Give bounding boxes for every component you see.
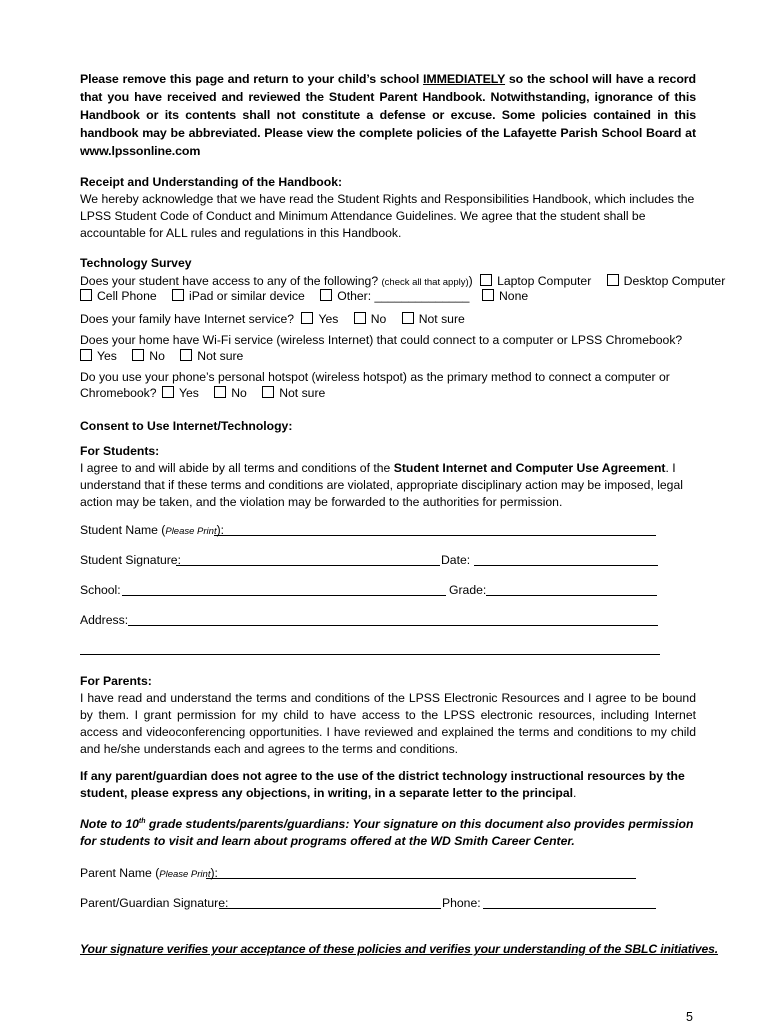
option-laptop[interactable]: Laptop Computer [480, 273, 591, 289]
school-field[interactable] [122, 595, 446, 596]
survey-q3-options [80, 348, 255, 364]
option-desktop[interactable]: Desktop Computer [607, 273, 726, 289]
survey-q3-text: Does your home have Wi-Fi service (wireless Internet) that could connect to a computer or LPSS Chromebook? [80, 333, 683, 347]
students-section: For Students: I agree to and will abide by all terms and conditions of the Student Internet and Computer Use Agreement. I understand that if these terms and conditions are violated, appropriate disciplinary action may be imposed, legal action may be taken, and the violation may be forwarded to the authorities for permission. [80, 443, 696, 511]
checkbox[interactable] [80, 289, 92, 301]
school-label: School: [80, 583, 121, 597]
survey-q4-text: Do you use your phone’s personal hotspot (wireless hotspot) as the primary method to connect a computer or [80, 370, 670, 384]
checkbox[interactable] [607, 274, 619, 286]
address-label: Address: [80, 613, 129, 627]
checkbox[interactable] [214, 386, 226, 398]
receipt-text: We hereby acknowledge that we have read the Student Rights and Responsibilities Handbook, which includes the LPSS Student Code of Conduct and Minimum Attendance Guidelines. We agree that the student shall be accountable for ALL rules and regulations in this Handbook. [80, 192, 695, 240]
receipt-section [80, 174, 696, 242]
survey-q4-text-2: Chromebook? [80, 386, 157, 400]
checkbox[interactable] [172, 289, 184, 301]
page-number: 5 [686, 1010, 693, 1024]
parents-section [80, 673, 696, 758]
option-yes[interactable]: Yes [301, 311, 338, 327]
parent-signature-label: Parent/Guardian Signature: [80, 896, 229, 910]
checkbox[interactable] [262, 386, 274, 398]
checkbox[interactable] [482, 289, 494, 301]
checkbox[interactable] [402, 312, 414, 324]
option-not-sure[interactable]: Not sure [180, 348, 243, 364]
option-none[interactable]: None [482, 288, 528, 304]
date-label: Date: [441, 553, 471, 567]
checkbox[interactable] [132, 349, 144, 361]
option-cell-phone[interactable]: Cell Phone [80, 288, 157, 304]
option-not-sure[interactable]: Not sure [262, 385, 325, 401]
option-other[interactable]: Other: ______________ [320, 288, 469, 304]
intro-text-1: Please remove this page and return to your child’s school [80, 72, 424, 86]
survey-q4-options [80, 385, 337, 401]
survey-q1-options [80, 288, 481, 304]
survey-q1-text: Does your student have access to any of the following? [80, 274, 379, 288]
agreement-title: Student Internet and Computer Use Agreement [393, 461, 666, 475]
grade-label: Grade: [449, 583, 487, 597]
survey-q1: Does your student have access to any of the following? (check all that apply)) Laptop Computer Desktop Computer [80, 274, 726, 288]
student-name-field[interactable] [214, 535, 656, 536]
survey-q2 [80, 311, 477, 327]
survey-heading: Technology Survey [80, 256, 192, 270]
signature-verification-note: Your signature verifies your acceptance of these policies and verifies your understanding of the SBLC initiatives. [80, 942, 719, 956]
checkbox[interactable] [301, 312, 313, 324]
phone-field[interactable] [483, 908, 656, 909]
intro-paragraph [80, 70, 696, 160]
option-ipad[interactable]: iPad or similar device [172, 288, 305, 304]
phone-label: Phone: [442, 896, 481, 910]
students-heading: For Students: [80, 444, 160, 458]
objection-paragraph: If any parent/guardian does not agree to the use of the district technology instructional resources by the student, please express any objections, in writing, in a separate letter to the principal. [80, 769, 685, 800]
address-field[interactable] [128, 625, 658, 626]
student-name-label: Student Name (Please Print): [80, 523, 225, 537]
checkbox[interactable] [320, 289, 332, 301]
student-signature-field[interactable] [176, 565, 440, 566]
option-yes[interactable]: Yes [80, 348, 117, 364]
parent-signature-field[interactable] [219, 908, 441, 909]
address-field-line-2[interactable] [80, 654, 660, 655]
checkbox[interactable] [162, 386, 174, 398]
intro-emphasis: IMMEDIATELY [423, 72, 506, 86]
option-no[interactable]: No [214, 385, 247, 401]
option-no[interactable]: No [354, 311, 387, 327]
survey-q2-text: Does your family have Internet service? [80, 312, 295, 326]
checkbox[interactable] [480, 274, 492, 286]
parent-name-label: Parent Name (Please Print): [80, 866, 218, 880]
checkbox[interactable] [180, 349, 192, 361]
student-signature-label: Student Signature: [80, 553, 181, 567]
parents-text: I have read and understand the terms and conditions of the LPSS Electronic Resources and I agree to be bound by them. I grant permission for my child to have access to the LPSS electronic resources, including Internet access and videoconferencing opportunities. I have reviewed and explained the terms and conditions to my child and he/she understands each and agrees to the terms and conditions. [80, 691, 696, 756]
intro-text-2: so the school will have a record that you have received and reviewed the Student Parent Handbook. Notwithstanding, ignorance of this Handbook or its contents shall not constitute a defense or excuse. Some policies contained in this handbook may be abbreviated. Please view the complete policies of the Lafayette Parish School Board at www.lpssonline.com [80, 72, 696, 158]
option-yes[interactable]: Yes [162, 385, 199, 401]
grade-field[interactable] [486, 595, 657, 596]
career-center-note: Note to 10th grade students/parents/guardians: Your signature on this document also provides permission for students to visit and learn about programs offered at the WD Smith Career Center. [80, 817, 694, 849]
parent-name-field[interactable] [206, 878, 636, 879]
checkbox[interactable] [354, 312, 366, 324]
consent-heading: Consent to Use Internet/Technology: [80, 419, 293, 433]
option-not-sure[interactable]: Not sure [402, 311, 465, 327]
receipt-heading: Receipt and Understanding of the Handbook: [80, 175, 343, 189]
date-field[interactable] [474, 565, 658, 566]
survey-q1-note: (check all that apply) [381, 277, 469, 288]
option-no[interactable]: No [132, 348, 165, 364]
checkbox[interactable] [80, 349, 92, 361]
parents-heading: For Parents: [80, 674, 152, 688]
